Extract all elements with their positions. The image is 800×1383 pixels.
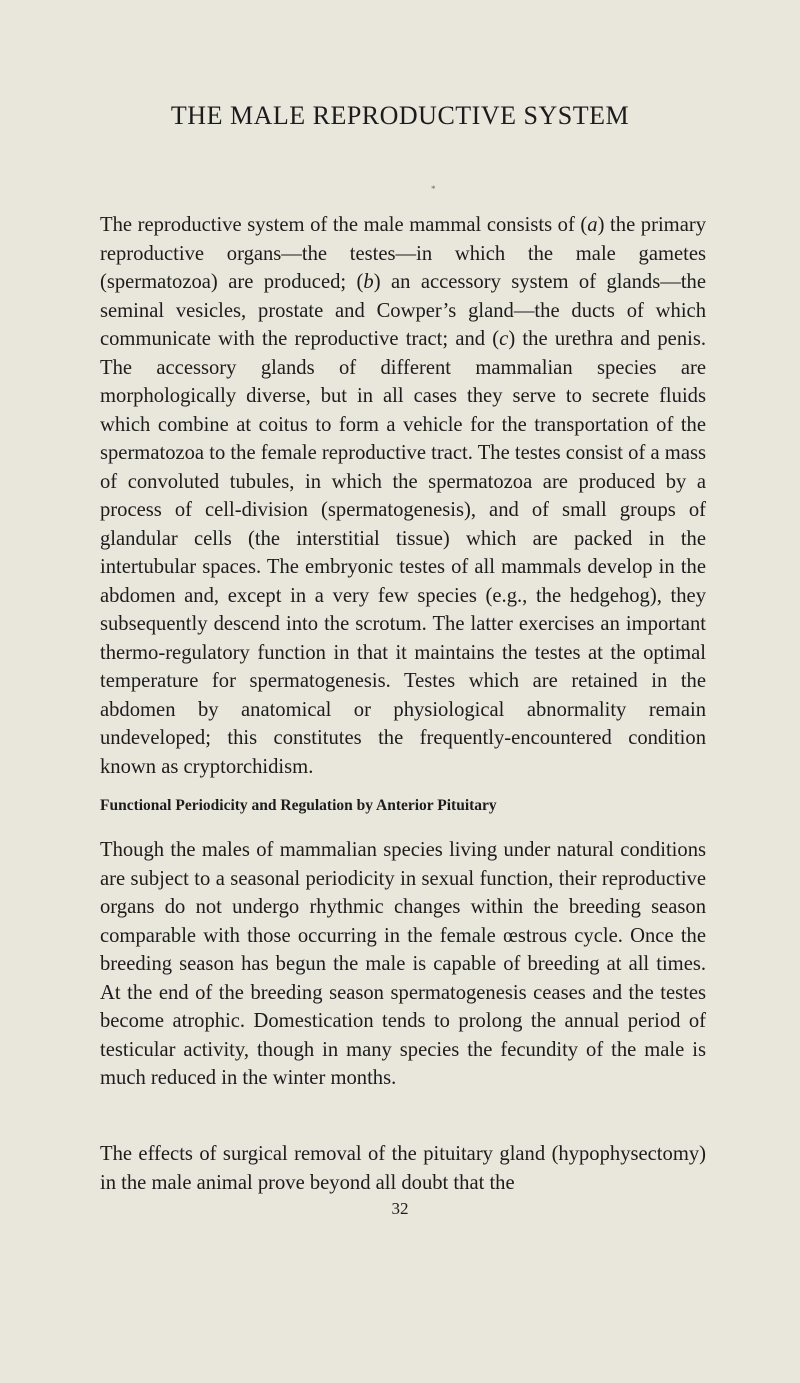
page-number: 32 [391,1199,409,1218]
print-speck: * [431,184,436,194]
paragraph-hypophysectomy: The effects of surgical removal of the pituitary gland (hypophysectomy) in the male animal prove beyond all doubt that the [100,1143,706,1194]
paragraph-intro: The reproductive system of the male mammal consists of (a) the primary reproductive organs—the testes—in which the male gametes (spermatozoa) are produced; (b) an accessory system of glands—the seminal vesicles, prostate and Cowper’s gland—the ducts of which communicate with the reproductive tract; and (c) the urethra and penis. The accessory glands of different mammalian species are morphologically diverse, but in all cases they serve to secrete fluids which combine at coitus to form a vehicle for the transportation of the spermatozoa to the female reproductive tract. The testes consist of a mass of convoluted tubules, in which the spermatozoa are produced by a process of cell-division (spermatogenesis), and of small groups of glandular cells (the interstitial tissue) which are packed in the intertubular spaces. The embryonic testes of all mammals develop in the abdomen and, except in a very few species (e.g., the hedgehog), they subsequently descend into the scrotum. The latter exercises an important thermo-regulatory function in that it maintains the testes at the optimal temperature for spermatogenesis. Testes which are retained in the abdomen by anatomical or physiological abnormality remain undeveloped; this constitutes the frequently-encountered condition known as cryptorchidism. [100,214,706,778]
page-title: THE MALE REPRODUCTIVE SYSTEM [170,101,630,130]
paragraph-periodicity: Though the males of mammalian species living under natural conditions are subject to a seasonal periodicity in sexual function, their reproductive organs do not undergo rhythmic changes within the breeding season comparable with those occurring in the female œstrous cycle. Once the breeding season has begun the male is capable of breeding at all times. At the end of the breeding season spermatogenesis ceases and the testes become atrophic. Domestication tends to prolong the annual period of testicular activity, though in many species the fecundity of the male is much reduced in the winter months. [100,839,706,1089]
section-heading: Functional Periodicity and Regulation by Anterior Pituitary [100,797,497,814]
